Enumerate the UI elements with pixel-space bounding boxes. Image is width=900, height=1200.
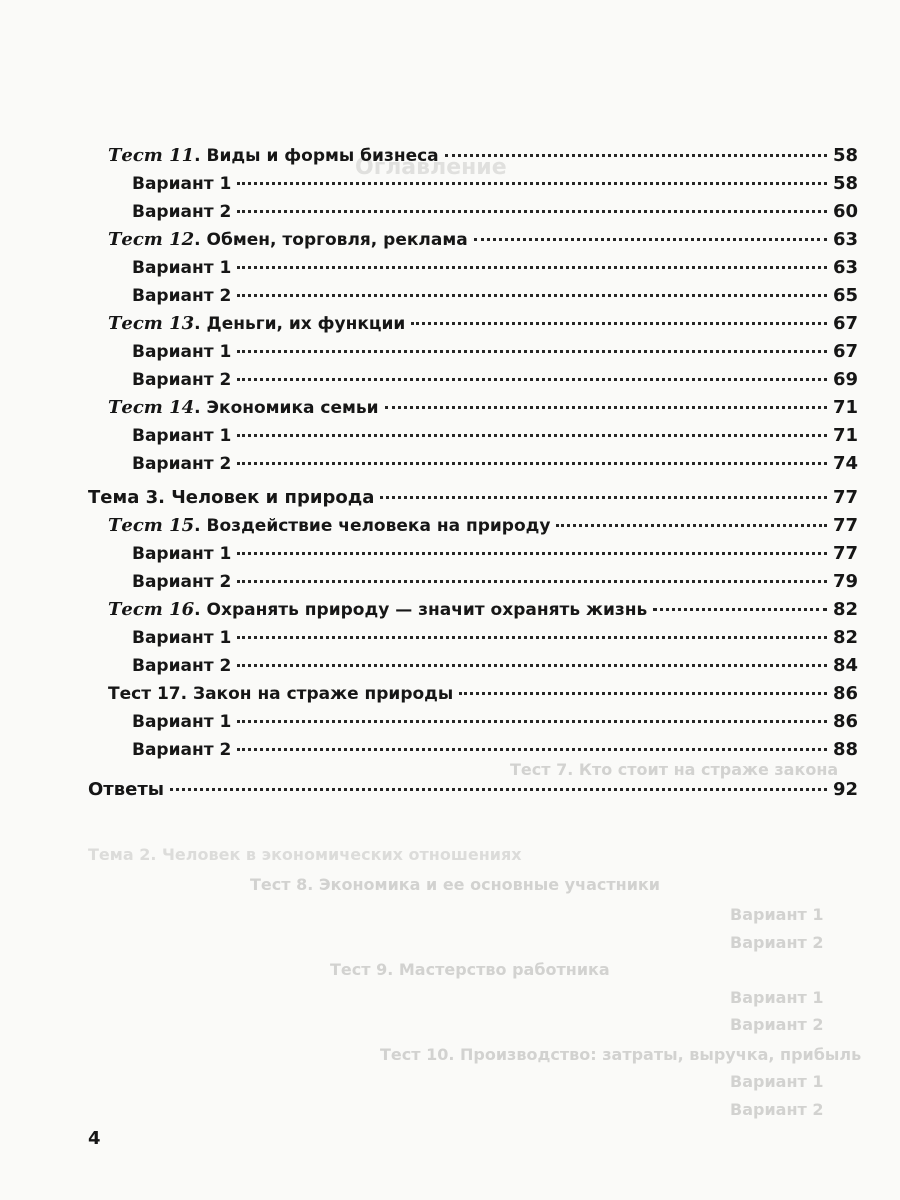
dot-leader [474, 237, 827, 241]
bleed-through-text: Вариант 1 [730, 1072, 824, 1091]
toc-entry-variant[interactable] [132, 540, 858, 568]
bleed-through-text: Тест 8. Экономика и ее основные участники [250, 875, 660, 894]
bleed-through-text: Тема 2. Человек в экономических отношениях [88, 845, 522, 864]
dot-leader [237, 209, 827, 213]
toc-entry-title: Вариант 1 [132, 174, 232, 194]
bleed-through-text: Вариант 1 [730, 905, 824, 924]
toc-entry-test-12[interactable] [108, 226, 858, 254]
page-number: 4 [88, 1128, 101, 1149]
dot-leader [237, 663, 827, 667]
toc-entry-title: Тест 13. Деньги, их функции [108, 313, 406, 334]
toc-entry-title: Вариант 2 [132, 202, 232, 222]
toc-entry-title: Вариант 2 [132, 286, 232, 306]
toc-entry-test-13[interactable] [108, 310, 858, 338]
toc-entry-test-17[interactable] [108, 680, 858, 708]
bleed-through-text: Тест 7. Кто стоит на страже закона [510, 760, 839, 779]
toc-page-number: 60 [832, 201, 858, 222]
toc-page-number: 77 [832, 543, 858, 564]
toc-page-number: 88 [832, 739, 858, 760]
toc-entry-test-16[interactable] [108, 596, 858, 624]
toc-entry-theme-3[interactable] [88, 484, 858, 512]
dot-leader [385, 405, 827, 409]
toc-entry-title: Ответы [88, 779, 165, 800]
toc-entry-test-14[interactable] [108, 394, 858, 422]
toc-page-number: 77 [832, 487, 858, 508]
toc-page-number: 71 [832, 397, 858, 418]
dot-leader [380, 495, 827, 499]
toc-entry-title: Вариант 1 [132, 258, 232, 278]
toc-entry-variant[interactable] [132, 170, 858, 198]
bleed-through-text: Вариант 2 [730, 1015, 824, 1034]
toc-entry-variant[interactable] [132, 624, 858, 652]
toc-entry-answers[interactable] [88, 776, 858, 804]
dot-leader [237, 551, 827, 555]
dot-leader [237, 377, 827, 381]
toc-entry-title: Вариант 1 [132, 544, 232, 564]
toc-entry-variant[interactable] [132, 254, 858, 282]
toc-entry-variant[interactable] [132, 450, 858, 478]
toc-entry-title: Тест 17. Закон на страже природы [108, 684, 454, 704]
bleed-through-text: Оглавление [355, 155, 507, 180]
toc-entry-variant[interactable] [132, 568, 858, 596]
toc-page-number: 67 [832, 313, 858, 334]
toc-entry-title: Вариант 1 [132, 342, 232, 362]
toc-page-number: 63 [832, 229, 858, 250]
toc-page-number: 79 [832, 571, 858, 592]
dot-leader [237, 293, 827, 297]
toc-page-number: 58 [832, 173, 858, 194]
toc-entry-variant[interactable] [132, 652, 858, 680]
toc-entry-title: Тест 14. Экономика семьи [108, 397, 379, 418]
bleed-through-text: Вариант 2 [730, 1100, 824, 1119]
toc-entry-test-15[interactable] [108, 512, 858, 540]
toc-page-number: 86 [832, 683, 858, 704]
toc-entry-variant[interactable] [132, 708, 858, 736]
toc-entry-title: Вариант 1 [132, 426, 232, 446]
toc-entry-title: Тест 16. Охранять природу — значит охранять жизнь [108, 599, 648, 620]
toc-page-number: 92 [832, 779, 858, 800]
dot-leader [237, 579, 827, 583]
toc-entry-title: Вариант 2 [132, 740, 232, 760]
toc-entry-title: Вариант 2 [132, 656, 232, 676]
toc-page-number: 71 [832, 425, 858, 446]
toc-page-number: 77 [832, 515, 858, 536]
toc-page-number: 67 [832, 341, 858, 362]
bleed-through-text: Вариант 1 [730, 988, 824, 1007]
toc-entry-variant[interactable] [132, 282, 858, 310]
toc-entry-variant[interactable] [132, 422, 858, 450]
dot-leader [237, 349, 827, 353]
dot-leader [237, 265, 827, 269]
toc-page-number: 58 [832, 145, 858, 166]
dot-leader [170, 787, 827, 791]
toc-entry-title: Тема 3. Человек и природа [88, 487, 375, 508]
dot-leader [237, 433, 827, 437]
bleed-through-text: Вариант 2 [730, 933, 824, 952]
dot-leader [411, 321, 827, 325]
toc-entry-variant[interactable] [132, 198, 858, 226]
toc-entry-title: Вариант 2 [132, 454, 232, 474]
dot-leader [459, 691, 827, 695]
dot-leader [556, 523, 826, 527]
toc-entry-variant[interactable] [132, 366, 858, 394]
toc-entry-test-11[interactable] [108, 142, 858, 170]
toc-entry-title: Вариант 2 [132, 370, 232, 390]
dot-leader [237, 719, 827, 723]
toc-entry-title: Тест 11. Виды и формы бизнеса [108, 145, 439, 166]
bleed-through-text: Тест 9. Мастерство работника [330, 960, 610, 979]
dot-leader [653, 607, 827, 611]
toc-page-number: 69 [832, 369, 858, 390]
dot-leader [237, 181, 827, 185]
toc-page-number: 74 [832, 453, 858, 474]
toc-entry-title: Вариант 2 [132, 572, 232, 592]
dot-leader [237, 747, 827, 751]
toc-page-number: 82 [832, 599, 858, 620]
toc-entry-title: Тест 15. Воздействие человека на природу [108, 515, 551, 536]
toc-entry-variant[interactable] [132, 338, 858, 366]
toc-entry-variant[interactable] [132, 736, 858, 764]
toc-entry-title: Тест 12. Обмен, торговля, реклама [108, 229, 468, 250]
bleed-through-text: Тест 10. Производство: затраты, выручка, прибыль [380, 1045, 862, 1064]
toc-page-number: 63 [832, 257, 858, 278]
dot-leader [445, 153, 827, 157]
toc-page-number: 65 [832, 285, 858, 306]
toc-page-number: 86 [832, 711, 858, 732]
dot-leader [237, 461, 827, 465]
dot-leader [237, 635, 827, 639]
toc-entry-title: Вариант 1 [132, 628, 232, 648]
toc-page-number: 82 [832, 627, 858, 648]
toc-entry-title: Вариант 1 [132, 712, 232, 732]
toc-page-number: 84 [832, 655, 858, 676]
